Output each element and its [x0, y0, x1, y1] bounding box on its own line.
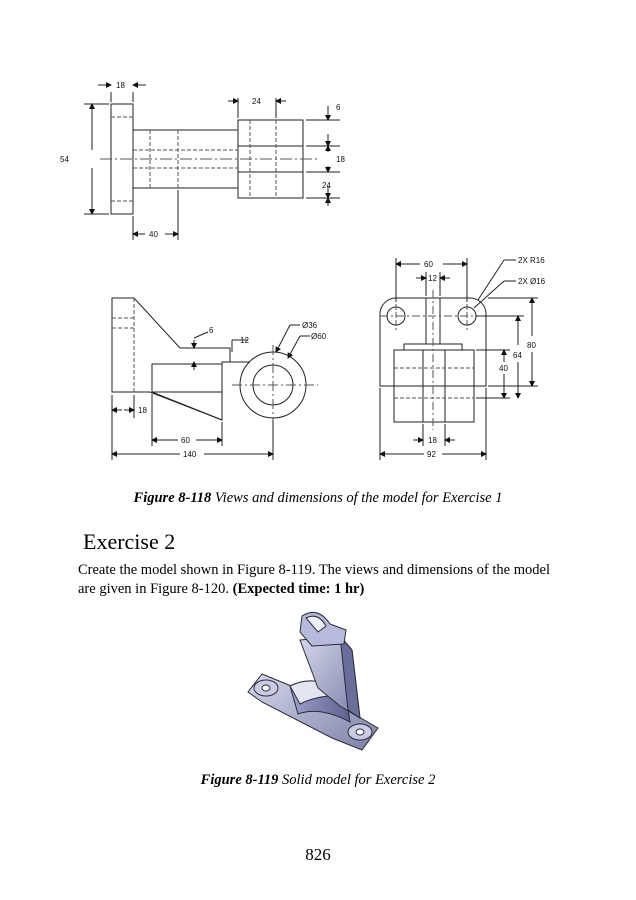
- dim-front-6: 6: [209, 326, 214, 335]
- dim-front-12: 12: [240, 336, 249, 345]
- expected-time: (Expected time: 1 hr): [232, 581, 365, 597]
- dim-side-92: 92: [427, 450, 436, 459]
- exercise-body: Create the model shown in Figure 8-119. The views and dimensions of the model are given in Figure 8-120.: [78, 562, 550, 597]
- dim-top-40: 40: [149, 230, 158, 239]
- dim-top-6: 6: [336, 103, 341, 112]
- dim-side-dia16: 2X Ø16: [518, 277, 546, 286]
- front-view: [112, 298, 318, 460]
- dim-side-80: 80: [527, 341, 536, 350]
- dim-side-r16: 2X R16: [518, 256, 545, 265]
- figure-8-118-caption: [0, 490, 636, 507]
- top-view: [84, 85, 340, 240]
- figure-8-119-text: Solid model for Exercise 2: [282, 772, 436, 788]
- dim-front-dia60: Ø60: [311, 332, 327, 341]
- solid-model-image: [0, 610, 636, 760]
- figure-8-118-text: Views and dimensions of the model for Exercise 1: [214, 490, 503, 506]
- exercise-heading: Exercise 2: [83, 529, 176, 554]
- dim-front-18: 18: [138, 406, 147, 415]
- figure-8-119-label: Figure 8-119: [200, 772, 279, 788]
- dim-front-60: 60: [181, 436, 190, 445]
- dim-top-18b: 18: [336, 155, 345, 164]
- dim-top-24b: 24: [322, 181, 331, 190]
- dim-front-dia36: Ø36: [302, 321, 318, 330]
- dim-top-54: 54: [60, 155, 69, 164]
- figure-8-119-caption: [0, 772, 636, 789]
- dim-top-24: 24: [252, 97, 261, 106]
- dim-side-64: 64: [513, 351, 522, 360]
- dim-top-18: 18: [116, 81, 125, 90]
- dim-side-40: 40: [499, 364, 508, 373]
- dim-side-18: 18: [428, 436, 437, 445]
- dim-side-60: 60: [424, 260, 433, 269]
- page-number: 826: [305, 845, 331, 864]
- exercise-paragraph: [78, 561, 568, 599]
- dim-front-140: 140: [183, 450, 197, 459]
- dim-side-12: 12: [428, 274, 437, 283]
- figure-8-118-label: Figure 8-118: [133, 490, 212, 506]
